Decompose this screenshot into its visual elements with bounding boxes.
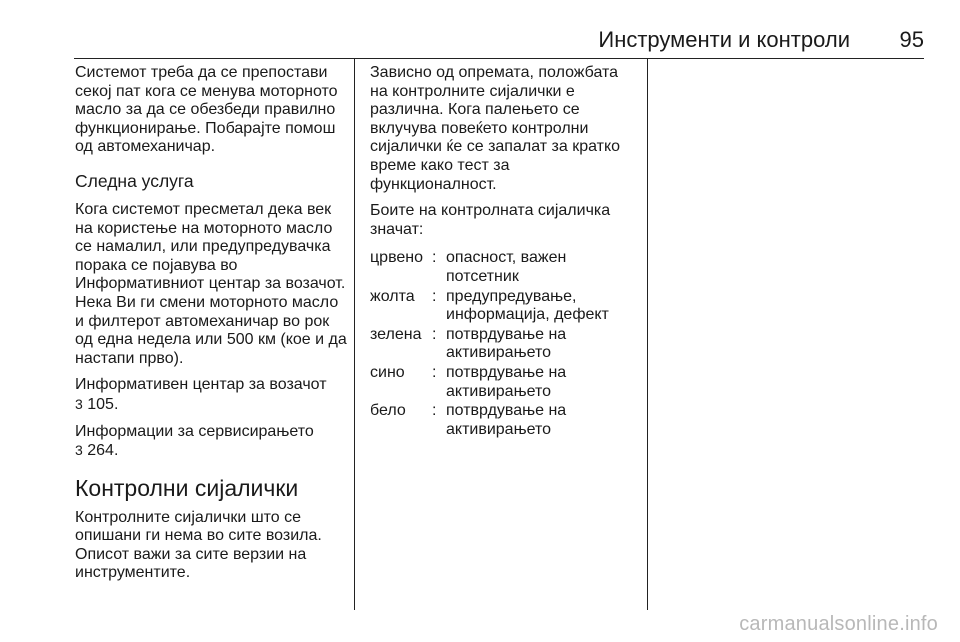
reference-text: Информации за сервисирањето [75,422,314,440]
middle-column [370,64,635,440]
reset-paragraph: Системот треба да се препостави секој пат кога се менува моторното масло за да се обезбеди правилно функционирање. Побарајте помош од автомеханичар. [75,64,338,156]
reference-service-info [75,423,350,461]
control-lights-paragraph: Контролните сијалички што се опишани ги нема во сите возила. Описот важи за сите верзии на инструментите. [75,508,322,582]
color-separator: : [432,287,437,305]
section-title: Инструменти и контроли [598,27,850,52]
reference-page[interactable]: 264. [87,442,119,460]
column-divider-1 [354,58,355,610]
left-column [75,64,350,583]
next-service-paragraph: Кога системот пресметал дека век на користење на моторното масло се намалил, или предупредувачка порака се појавува во Информативниот центар за возачот. Нека Ви ги смени моторното масло и филтерот автомеханичар во рок од една недела или 500 км (кое и да настапи прво). [75,200,347,367]
color-separator: : [432,363,437,381]
control-lights-heading: Контролни сијалички [75,474,299,501]
watermark: carmanualsonline.info [739,613,938,635]
column-divider-2 [647,58,648,610]
color-row [370,402,635,439]
color-meaning-table [370,249,635,439]
page-reference-icon: 3 [75,395,83,412]
color-separator: : [432,249,437,267]
color-name: сино [370,363,405,381]
color-name: црвено [370,249,424,267]
color-meaning: потврдување на активирањето [446,325,567,362]
color-name: жолта [370,287,415,305]
color-row [370,364,635,401]
page-header [0,26,960,56]
page-reference-icon: 3 [75,442,83,459]
reference-text: Информативен центар за возачот [75,376,327,394]
reference-page[interactable]: 105. [87,395,119,413]
equipment-paragraph: Зависно од опремата, положбата на контролните сијалички е различна. Кога палењето се вклучува повеќето контролни сијалички ќе се запалат за кратко време како тест за функционалност. [370,64,621,193]
color-meaning: потврдување на активирањето [446,402,567,438]
color-row [370,326,635,363]
color-name: зелена [370,325,422,343]
color-name: бело [370,402,406,420]
page-number: 95 [899,27,924,52]
next-service-heading: Следна услуга [75,170,194,191]
colors-intro: Боите на контролната сијаличка значат: [370,202,611,238]
color-row [370,288,635,325]
color-meaning: предупредување, информација, дефект [446,287,609,324]
color-separator: : [432,325,437,343]
header-divider [74,58,924,59]
color-separator: : [432,402,437,420]
color-row [370,249,635,286]
reference-driver-info [75,376,350,414]
color-meaning: опасност, важен потсетник [446,249,567,285]
color-meaning: потврдување на активирањето [446,363,567,400]
